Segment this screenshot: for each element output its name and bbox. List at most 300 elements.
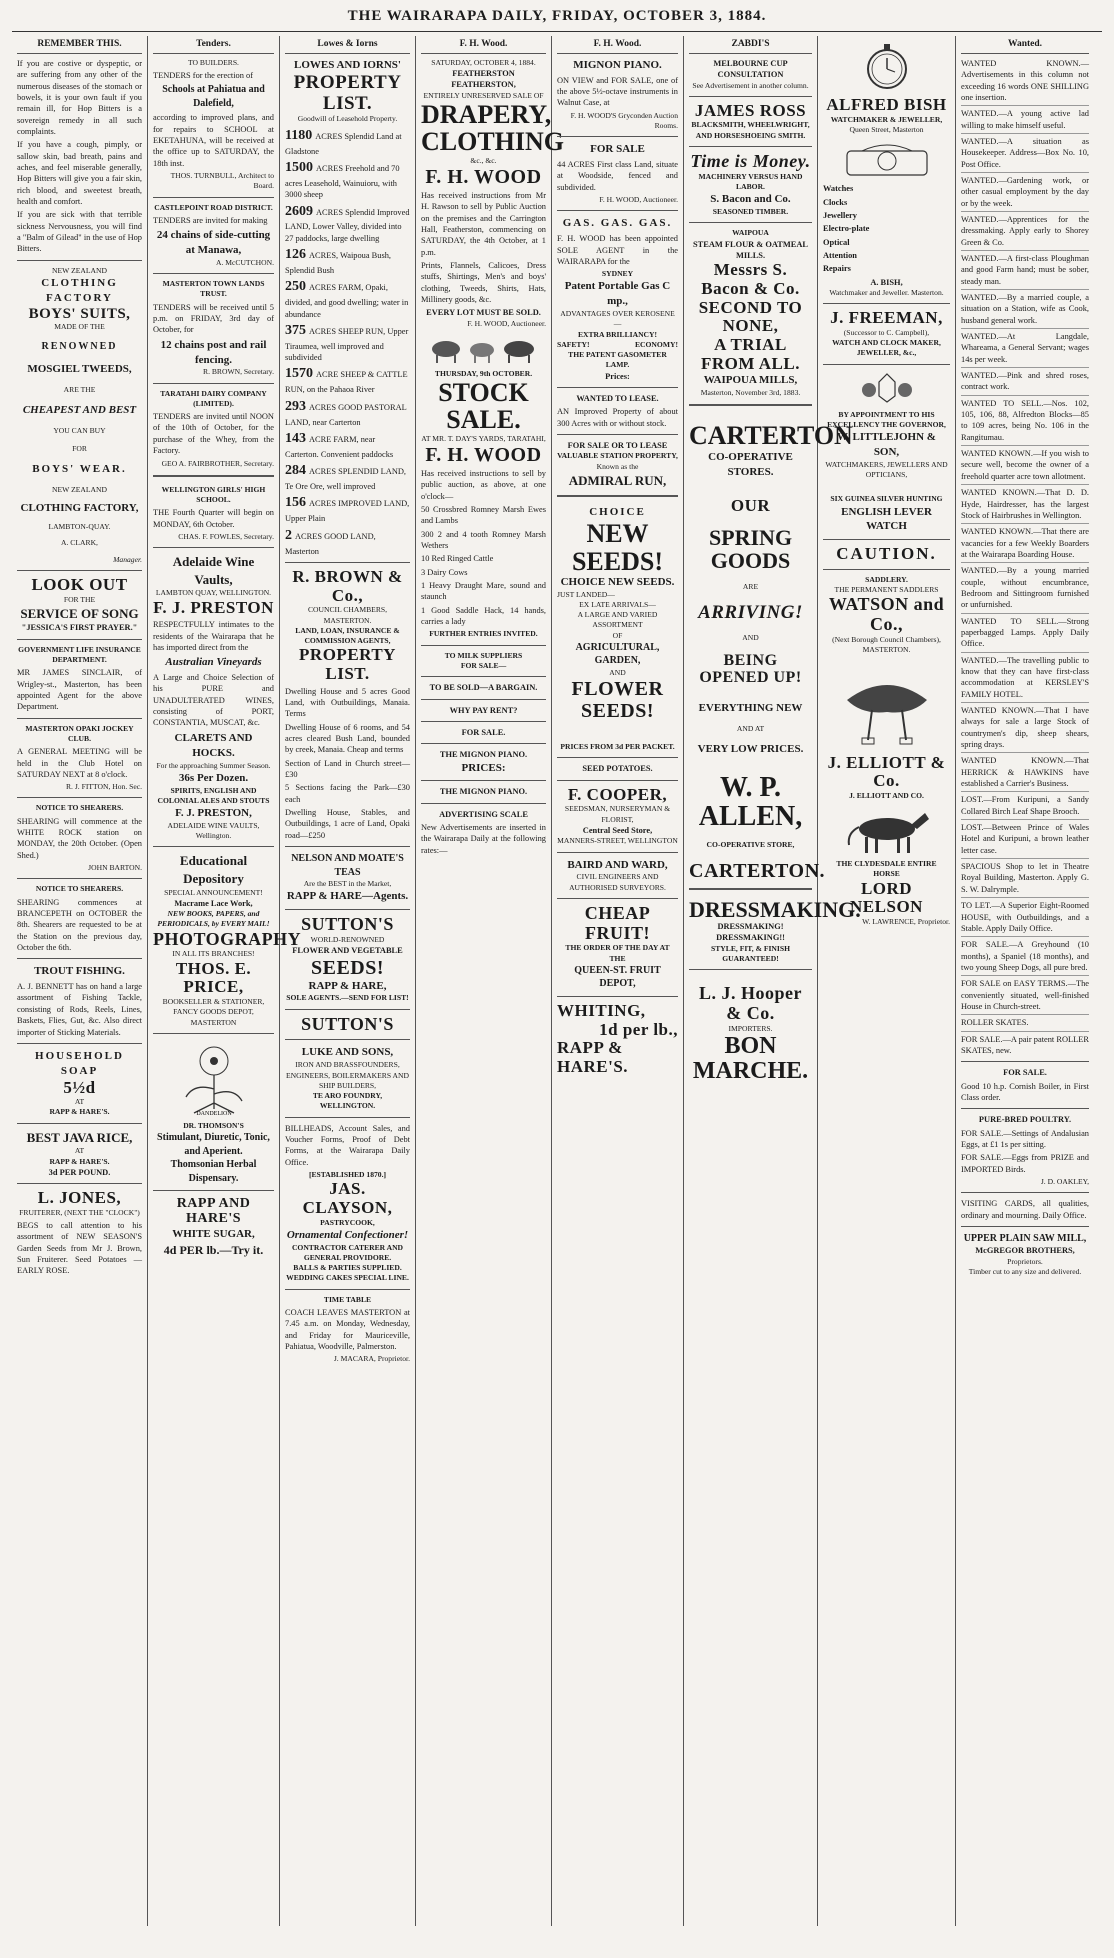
java-price: 3d PER POUND. [48, 1167, 111, 1177]
nelson-teas: NELSON AND MOATE'S TEAS [291, 853, 404, 878]
brilliancy: EXTRA BRILLIANCY! [577, 329, 658, 339]
wanted-ad: WANTED.—The travelling public to know that they can have first-class accommodation at KERSLEY'S FAMILY HOTEL. [961, 655, 1089, 703]
waipoua-mills: WAIPOUA MILLS, [703, 374, 798, 387]
column-head: F. H. Wood. [421, 38, 546, 54]
attention: Attention [823, 250, 857, 260]
property-acreage: 156 [285, 495, 306, 511]
cooper: F. COOPER, [567, 784, 668, 804]
whiting: WHITING, [557, 1000, 646, 1020]
low-prices: VERY LOW PRICES. [697, 743, 804, 756]
forsale-text: 44 ACRES First class Land, situate at Woodside, fenced and subdivided. [557, 160, 678, 192]
masthead: THE WAIRARAPA DAILY, FRIDAY, OCTOBER 3, 1884. [12, 8, 1102, 32]
brown-sub: LAND, LOAN, INSURANCE & COMMISSION AGENTS, [295, 625, 400, 645]
preston-2-addr: ADELAIDE WINE VAULTS, Wellington. [167, 820, 260, 841]
nelson-sig: W. LAWRENCE, Proprietor. [862, 917, 950, 927]
property-desc: ACRES SPLENDID LAND, Te Ore Ore, well improved [285, 467, 407, 492]
upper-plain: UPPER PLAIN SAW MILL, [963, 1232, 1087, 1244]
photography: PHOTOGRAPHY [153, 928, 302, 949]
wedding: WEDDING CAKES SPECIAL LINE. [286, 1273, 409, 1283]
vineyards-text: A Large and Choice Selection of his PURE and UNADULTERATED WINES, consisting of PORT, CONSTANTIA, MUSCAT, &c. [153, 673, 274, 728]
to-builders: TO BUILDERS. [188, 57, 239, 67]
cheap-fruit: CHEAP FRUIT! [584, 902, 651, 943]
column-3 [280, 36, 416, 1926]
billheads: BILLHEADS, Account Sales, and Voucher Forms, Proof of Debt Forms, at the Wairarapa Daily Office. [285, 1123, 410, 1167]
jones-addr: FRUITERER, (NEXT THE "CLOCK") [19, 1207, 140, 1217]
photo-sub: IN ALL ITS BRANCHES! [172, 949, 255, 959]
shearers-notice-2: NOTICE TO SHEARERS. [35, 884, 124, 894]
saddle-illustration [832, 660, 942, 750]
saddlery: SADDLERY. [865, 574, 908, 584]
royal-arms-icon [857, 370, 917, 406]
bacon: S. Bacon and Co. [710, 193, 791, 206]
flower-vegetable: FLOWER AND VEGETABLE [292, 946, 403, 956]
jockey-text: A GENERAL MEETING will be held in the Club Hotel on SATURDAY NEXT at 8 o'clock. [17, 747, 142, 779]
property-desc: ACRES IMPROVED LAND, Upper Plain [285, 499, 410, 524]
manager: Manager. [113, 554, 142, 564]
second-to-none: SECOND TO NONE, [698, 297, 803, 336]
electro-plate: Electro-plate [823, 224, 870, 234]
elliott: J. ELLIOTT & Co. [827, 752, 946, 791]
property-row [285, 127, 410, 157]
jones-name: L. JONES, [37, 1188, 122, 1208]
plist2-item: Dwelling House and 5 acres Good Land, with Outbuildings, Manaia. Terms [285, 686, 410, 719]
mignon-text: ON VIEW and FOR SALE, one of the above 5½-octave instruments in Walnut Case, at [557, 75, 678, 108]
adelaide-addr: LAMBTON QUAY, WELLINGTON. [155, 588, 272, 598]
property-row [285, 203, 410, 245]
unreserved: ENTIRELY UNRESERVED SALE OF [423, 90, 544, 100]
wanted-ad: WANTED KNOWN.—That there are vacancies for a few Weekly Boarders at the Wairarapa Boarding House. [961, 526, 1089, 563]
forsale-sig: F. H. WOOD, Auctioneer. [599, 195, 678, 205]
shearers-notice: NOTICE TO SHEARERS. [35, 803, 124, 813]
repairs: Repairs [823, 264, 851, 274]
dr-thomson: DR. THOMSON'S [183, 1120, 244, 1130]
queen-st: QUEEN-ST. FRUIT DEPOT, [574, 964, 661, 990]
coach-sig: J. MACARA, Proprietor. [333, 1354, 410, 1364]
spring-goods: SPRING GOODS [708, 525, 793, 574]
property-desc: ACRE FARM, near Carterton. Convenient paddocks [285, 434, 394, 459]
property-acreage: 1570 [285, 366, 313, 382]
freeman: J. FREEMAN, [830, 308, 943, 328]
watson-sub: (Next Borough Council Chambers), MASTERTON. [832, 635, 941, 655]
mcgregor: McGREGOR BROTHERS, [975, 1246, 1075, 1256]
everything-new: EVERYTHING NEW [698, 701, 803, 714]
column-head: Tenders. [153, 38, 274, 54]
alfred-bish: ALFRED BISH [826, 95, 947, 114]
baird-sub: CIVIL ENGINEERS AND AUTHORISED SURVEYORS. [569, 872, 666, 892]
carterton: CARTERTON [689, 421, 853, 451]
property-row [285, 398, 410, 428]
stock-sale: STOCK SALE. [438, 378, 529, 435]
stock-item: 300 2 and 4 tooth Romney Marsh Wethers [421, 529, 546, 551]
dandelion-label: DANDELION [195, 1110, 232, 1117]
sole-agents: SOLE AGENTS.—SEND FOR LIST! [286, 993, 409, 1003]
gas-text: F. H. WOOD has been appointed SOLE AGENT in the WAIRARAPA for the [557, 234, 678, 266]
bish-sub: WATCHMAKER & JEWELLER, [830, 114, 943, 124]
livestock-illustration [424, 333, 544, 365]
six-guinea: SIX GUINEA SILVER HUNTING [830, 494, 943, 504]
timber: Timber cut to any size and delivered. [968, 1267, 1082, 1277]
govt-text: MR JAMES SINCLAIR, of Wrigley-st., Masterton, has been appointed Agent for the above Department. [17, 668, 142, 712]
are: ARE [742, 582, 759, 592]
contractor: CONTRACTOR CATERER AND GENERAL PROVIDORE. [291, 1242, 404, 1262]
wanted-ad: WANTED.—Pink and shred roses, contract work. [961, 370, 1089, 396]
boiler-text: Good 10 h.p. Cornish Boiler, in First Class order. [961, 1081, 1089, 1102]
tender-4: TENDERS are invited until NOON of the 10th of October, for the purchase of the Whey, from the Factory. [153, 412, 274, 456]
bon-marche: BON MARCHE. [692, 1033, 809, 1085]
our: OUR [730, 496, 771, 516]
new-seeds: NEW SEEDS! [571, 519, 664, 576]
column-7 [818, 36, 956, 1926]
property-row [285, 278, 410, 320]
cooper-sub: SEEDSMAN, NURSERYMAN & FLORIST, [564, 804, 671, 824]
town-lands: MASTERTON TOWN LANDS TRUST. [162, 279, 265, 299]
column-8 [956, 36, 1094, 1926]
clocks: Clocks [823, 197, 848, 207]
and: AND [609, 667, 626, 677]
property-list-2: PROPERTY LIST. [299, 645, 396, 683]
columns [12, 36, 1102, 1926]
household-soap: HOUSEHOLD SOAP [35, 1049, 124, 1077]
lowes-title: LOWES AND IORNS' [294, 58, 401, 71]
wanted-ad: WANTED.—A young active lad willing to make himself useful. [961, 108, 1089, 134]
prices: PRICES: [461, 761, 506, 774]
property-row [285, 159, 410, 201]
nz-heading: NEW ZEALAND [52, 265, 107, 275]
wanted-ad: WANTED KNOWN.—That I have always for sale a large Stock of countrymen's dip, sheep shears, spring drays. [961, 705, 1089, 753]
thos-price: THOS. E. PRICE, [175, 958, 252, 997]
property-row [285, 322, 410, 364]
advertising-text: New Advertisements are inserted in the Wairarapa Daily at the following rates:— [421, 823, 546, 855]
for-the: FOR THE [63, 594, 96, 604]
for: FOR [72, 444, 87, 454]
chains: 24 chains of side-cutting at Manawa, [156, 229, 271, 257]
time-table: TIME TABLE [323, 1294, 372, 1304]
wanted-ad: LOST.—From Kuripuni, a Sandy Collared Birch Leaf Shape Brooch. [961, 794, 1089, 820]
jockey-club: MASTERTON OPAKI JOCKEY CLUB. [25, 723, 134, 743]
property-acreage: 143 [285, 430, 306, 446]
admiral-run: ADMIRAL RUN, [568, 472, 667, 488]
property-acreage: 1180 [285, 127, 313, 143]
plist2-item: 5 Sections facing the Park—£30 each [285, 783, 410, 804]
waipoua-date: Masterton, November 3rd, 1883. [700, 388, 801, 398]
preston: F. J. PRESTON [153, 597, 274, 617]
style-fit: STYLE, FIT, & FINISH GUARANTEED! [711, 943, 790, 963]
column-4 [416, 36, 565, 1926]
stock-item: 1 Heavy Draught Mare, sound and staunch [421, 581, 546, 602]
suttons-2: SUTTON'S [301, 1013, 394, 1034]
look-out: LOOK OUT [31, 574, 128, 594]
milk-suppliers: TO MILK SUPPLIERS [444, 650, 523, 660]
bish-addr: Queen Street, Masterton [849, 124, 924, 134]
suttons: SUTTON'S [301, 914, 394, 935]
advertising-scale: ADVERTISING SCALE [439, 809, 528, 819]
every-lot: EVERY LOT MUST BE SOLD. [426, 308, 541, 318]
dressmaking-2: DRESSMAKING! [717, 921, 784, 931]
lambton: LAMBTON-QUAY. [48, 522, 111, 532]
java-rice: BEST JAVA RICE, [26, 1129, 133, 1145]
sale-date: SATURDAY, OCTOBER 4, 1884. [431, 57, 536, 67]
cheapest: CHEAPEST AND BEST [22, 403, 137, 416]
soap-at: AT [74, 1097, 85, 1107]
wanted-ad: WANTED.—By a married couple, a situation on a Station, wife as Cook, husband general work. [961, 292, 1089, 329]
wood-text: Has received instructions from Mr H. Rawson to sell by Public Auction on the premises and the Carrington Hall, Featherston, commencing on SATURDAY, the 4th October, at 1 p.m. [421, 190, 546, 257]
property-acreage: 250 [285, 279, 306, 295]
waipoua: WAIPOUA [732, 228, 769, 238]
rapp-hare: RAPP AND HARE'S [176, 1196, 251, 1227]
plist2-item: Section of Land in Church street—£30 [285, 758, 410, 780]
wanted-ad: LOST.—Between Prince of Wales Hotel and Kuripuni, a brown leather letter case. [961, 822, 1089, 859]
melbourne-cup: MELBOURNE CUP CONSULTATION [713, 58, 788, 80]
tender-3: TENDERS will be received until 5 p.m. on FRIDAY, 3rd day of October, for [153, 302, 274, 335]
late-arrivals: EX LATE ARRIVALS— [579, 599, 656, 609]
known-as: Known as the [596, 461, 639, 471]
luke-sub: IRON AND BRASSFOUNDERS, ENGINEERS, BOILERMAKERS AND SHIP BUILDERS, [286, 1060, 409, 1090]
confectioner: Ornamental Confectioner! [286, 1228, 409, 1241]
elliott-sig: J. ELLIOTT AND CO. [849, 790, 924, 800]
jeweller: JEWELLER, &c., [856, 348, 917, 358]
stock-item: 3 Dairy Cows [421, 567, 468, 577]
per-lb: 1d per lb., [599, 1019, 678, 1039]
property-list: PROPERTY LIST. [293, 71, 402, 114]
te-aro: TE ARO FOUNDRY, WELLINGTON. [312, 1091, 383, 1111]
cooper-addr: MANNERS-STREET, WELLINGTON [557, 836, 678, 846]
clayson: JAS. CLAYSON, [302, 1179, 393, 1217]
wanted-ad: WANTED TO SELL.—Nos. 102, 105, 106, 88, Alfredton Blocks—85 to 109 acres, being No. 106 in the Rangitumau. [961, 398, 1089, 446]
java-at: AT [74, 1146, 85, 1156]
trial: A TRIAL FROM ALL. [701, 335, 800, 373]
property-desc: ACRES Splendid Improved LAND, Lower Valley, divided into 27 paddocks, large dwelling [285, 207, 410, 243]
opened-up: BEING OPENED UP! [699, 651, 802, 687]
littlejohn-sub: WATCHMAKERS, JEWELLERS AND OPTICIANS, [825, 459, 948, 480]
rapp-hare: RAPP & HARE, [308, 979, 387, 992]
shearers-text-2: SHEARING commences at BRANCEPETH on OCTOBER the 8th. Shearers are requested to be at the Station on the previous day, October the 6th. [17, 897, 142, 952]
luke-sons: LUKE AND SONS, [301, 1046, 394, 1059]
economy: ECONOMY! [634, 339, 678, 349]
dressmaking-3: DRESSMAKING!! [716, 933, 785, 943]
spirits: SPIRITS, ENGLISH AND COLONIAL ALES AND STOUTS [157, 785, 270, 805]
wanted-ad: WANTED.—At Langdale, Whareama, a General Servant; wages 14s per week. [961, 331, 1089, 368]
column-1 [12, 36, 148, 1926]
nelson-agents: RAPP & HARE—Agents. [286, 890, 409, 903]
clock-illustration [842, 139, 932, 179]
by-appointment: BY APPOINTMENT TO HIS EXCELLENCY THE GOVERNOR, [827, 409, 946, 429]
you-can-buy: YOU CAN BUY [53, 425, 106, 435]
price-sub: BOOKSELLER & STATIONER, FANCY GOODS DEPOT, MASTERTON [162, 997, 265, 1027]
property-acreage: 2 [285, 527, 292, 543]
educational-depository: Educational Depository [179, 853, 248, 886]
girls-text: THE Fourth Quarter will begin on MONDAY, 6th October. [153, 508, 274, 529]
seeds: SEEDS! [310, 956, 385, 979]
property-desc: ACRES Freehold and 70 acres Leasehold, Wainuioru, with 3000 sheep [285, 163, 400, 200]
chains-2: 12 chains post and rail fencing. [160, 338, 267, 366]
property-desc: ACRES, Waipoua Bush, Splendid Bush [285, 251, 391, 275]
wanted-ad: FOR SALE on EASY TERMS.—The conveniently situated, well-finished House in Church-street. [961, 978, 1089, 1015]
arriving: ARRIVING! [698, 601, 803, 623]
property-row [285, 494, 410, 524]
property-acreage: 293 [285, 398, 306, 414]
wanted-list [961, 58, 1089, 1032]
messrs-bacon: Messrs S. Bacon & Co. [701, 260, 800, 298]
wp-allen: W. P. ALLEN, [698, 771, 803, 833]
for-sale: FOR SALE. [1003, 1068, 1047, 1078]
horse-illustration [837, 805, 937, 855]
column-head: Wanted. [961, 38, 1089, 54]
column-head: REMEMBER THIS. [17, 38, 142, 54]
adelaide: Adelaide Wine Vaults, [172, 554, 255, 587]
property-acreage: 126 [285, 247, 306, 263]
jewellery: Jewellery [823, 210, 857, 220]
castlepoint: CASTLEPOINT ROAD DISTRICT. [154, 202, 273, 212]
property-acreage: 375 [285, 322, 306, 338]
pure-bred: PURE-BRED POULTRY. [978, 1115, 1072, 1125]
property-row [285, 462, 410, 492]
drapery: DRAPERY, [421, 100, 552, 129]
plist2-item: Dwelling House of 6 rooms, and 54 acres cleared Bush Land, bounded by creek, Manaia. Cheap and terms [285, 722, 410, 755]
wanted-ad: WANTED TO SELL.—Strong paperbagged Lamps. Apply Daily Office. [961, 616, 1089, 653]
for-sale-2: FOR SALE. [461, 727, 506, 737]
service-of-song: SERVICE OF SONG [20, 605, 139, 621]
allen-sub: CO-OPERATIVE STORE, [706, 839, 795, 849]
why-pay-rent: WHY PAY RENT? [449, 705, 518, 715]
flower-seeds: FLOWER SEEDS! [571, 678, 664, 723]
carterton-2: CARTERTON. [689, 859, 826, 882]
taratahi: TARATAHI DAIRY COMPANY (LIMITED). [160, 388, 267, 408]
tender-2-sig: A. McCUTCHON. [215, 257, 274, 267]
lever-watch: ENGLISH LEVER WATCH [841, 505, 932, 533]
mignon-piano: MIGNON PIANO. [573, 58, 662, 71]
lamp-prices: Prices: [605, 371, 630, 381]
property-row [285, 365, 410, 395]
property-acreage: 2609 [285, 203, 313, 219]
wanted-ad: WANTED.—Apprentices for the dressmaking. Apply early to Shorey Green & Co. [961, 214, 1089, 251]
hooper: L. J. Hooper & Co. [699, 983, 802, 1023]
new-books: NEW BOOKS, PAPERS, and PERIODICALS, by EVERY MAIL! [157, 909, 270, 929]
special-announcement: SPECIAL ANNOUNCEMENT! [164, 887, 263, 897]
mignon-piano: THE MIGNON PIANO. [439, 750, 528, 760]
suttons-sub: WORLD-RENOWNED [310, 934, 385, 944]
shearers-sig: JOHN BARTON. [88, 863, 142, 873]
wanted-ad: SPACIOUS Shop to let in Theatre Royal Building, Masterton. Apply G. S. W. Dalrymple. [961, 861, 1089, 898]
wanted-ad: TO LET.—A Superior Eight-Roomed HOUSE, with Outbuildings, and a Stable. Apply Daily Office. [961, 900, 1089, 937]
remember-para: If you are costive or dyspeptic, or are suffering from any other of the numerous diseases of the stomach or bowels, it is your own fault if you remain ill, for Hop Bitters is a sovereign remedy in all such complaints. [17, 58, 142, 136]
seasoned: SEASONED TIMBER. [712, 207, 789, 217]
dandelion-plant-illustration [164, 1039, 264, 1117]
clydesdale: THE CLYDESDALE ENTIRE HORSE [836, 859, 937, 879]
jessica: "JESSICA'S FIRST PRAYER." [21, 623, 138, 633]
shearers-text: SHEARING will commence at the WHITE ROCK station on MONDAY, the 20th October. (Open Shed.) [17, 816, 142, 860]
soap-firm: RAPP & HARE'S. [49, 1107, 110, 1117]
gasometer: THE PATENT GASOMETER LAMP. [568, 350, 667, 370]
wanted-ad: WANTED KNOWN.—If you wish to secure well, become the owner of a freehold quarter acre town allotment. [961, 448, 1089, 485]
trout-fishing: TROUT FISHING. [34, 965, 125, 978]
watson: WATSON and Co., [828, 594, 945, 635]
order-of-day: THE ORDER OF THE DAY AT THE [565, 943, 670, 963]
plist2-item: Dwelling House, Stables, and Outbuildings, 1 acre of Land, Opaki road—£250 [285, 808, 410, 840]
boys-suits: BOYS' SUITS, [28, 305, 131, 322]
remember-para: If you are sick with that terrible sickness Nervousness, you will find a "Balm of Gilead" in the use of Hop Bitters. [17, 210, 142, 254]
agricultural: AGRICULTURAL, GARDEN, [575, 641, 660, 667]
wanted-ad: WANTED.—By a young married couple, without encumbrance, Bedroom and Sittingroom furnished or unfurnished. [961, 565, 1089, 613]
featherston: FEATHERSTON FEATHERSTON, [451, 69, 516, 90]
wanted-lease-text: AN Improved Property of about 300 Acres with or without stock. [557, 407, 678, 428]
just-landed: JUST LANDED— [557, 589, 615, 599]
white-sugar: WHITE SUGAR, [172, 1227, 255, 1240]
watch-clock-maker: WATCH AND CLOCK MAKER, [832, 338, 941, 348]
permanent-saddlers: THE PERMANENT SADDLERS [834, 585, 939, 595]
watches: Watches [823, 184, 854, 194]
wanted-ad: WANTED.—A first-class Ploughman and good Farm hand; must be sober, steady man. [961, 253, 1089, 290]
gas: GAS. GAS. GAS. [562, 217, 673, 230]
nelson-sub: Are the BEST in the Market, [303, 879, 392, 889]
are-the: ARE THE [63, 384, 96, 394]
clarets-sub: For the approaching Summer Season. [156, 760, 271, 770]
jones-text: BEGS to call attention to his assortment of NEW SEASON'S Garden Seeds from Mr J. Brown, Sun Fruiterer. Seed Potatoes — EARLY ROSE. [17, 1221, 142, 1276]
roller-skates: FOR SALE.—A pair patent ROLLER SKATES, new. [961, 1034, 1089, 1055]
vineyards: Australian Vineyards [165, 656, 262, 669]
proprietors: Proprietors. [1007, 1256, 1043, 1266]
importers: IMPORTERS. [728, 1023, 773, 1033]
stock-item: 50 Crossbred Romney Marsh Ewes and Lambs [421, 505, 546, 526]
property-row [285, 430, 410, 460]
and-at: AND AT [736, 723, 765, 733]
further-entries: FURTHER ENTRIES INVITED. [429, 629, 538, 639]
prices-from: PRICES FROM 3d PER PACKET. [560, 742, 675, 752]
bargain: TO BE SOLD—A BARGAIN. [429, 683, 538, 693]
bish-sig-2: Watchmaker and Jeweller. Masterton. [829, 287, 944, 297]
tender-3-sig: R. BROWN, Secretary. [203, 367, 274, 377]
clark: A. CLARK, [61, 538, 98, 548]
kerosene: ADVANTAGES OVER KEROSENE— [560, 309, 675, 329]
boys-wear: BOYS' WEAR. [32, 463, 127, 476]
wanted-ad: WANTED KNOWN.—That D. D. Hyde, Hairdresser, has the largest Stock of Hairbrushes in Wellington. [961, 487, 1089, 524]
stock-item: 1 Good Saddle Hack, 14 hands, carries a lady [421, 605, 546, 627]
tender-1: TENDERS for the erection of [153, 71, 254, 81]
and: AND [742, 633, 759, 643]
visiting-cards: VISITING CARDS, all qualities, ordinary and mourning. Daily Office. [961, 1199, 1089, 1220]
coop-stores: CO-OPERATIVE STORES. [708, 450, 793, 478]
remember-para: If you have a cough, pimply, or sallow skin, bad breath, pains and aches, and feel miserable generally, Hop Bitters will give you a fair skin, rich blood, and sweetest breath, health and comfort. [17, 140, 142, 206]
mignon-sig: F. H. WOOD'S Gryconden Auction Rooms. [570, 110, 678, 130]
wood-list: Prints, Flannels, Calicoes, Dress stuffs, Shirtings, Men's and boys' clothing, Tweeds, Shirts, Hats, Millinery goods, &c. [421, 260, 546, 304]
of: OF [612, 630, 623, 640]
pastrycook: PASTRYCOOK, [320, 1217, 375, 1227]
wood2-text: Has received instructions to sell by public auction, as above, at one o'clock— [421, 468, 546, 501]
seed-potatoes: SEED POTATOES. [582, 764, 653, 774]
column-head: Lowes & Iorns [285, 38, 410, 54]
bish-sig: A. BISH, [870, 277, 903, 287]
wanted-ad: ROLLER SKATES. [961, 1017, 1089, 1031]
clothing-factory-2: CLOTHING FACTORY, [20, 502, 139, 515]
nz-heading-2: NEW ZEALAND [52, 485, 107, 495]
mignon-piano-2: THE MIGNON PIANO. [439, 787, 528, 797]
property-acreage: 1500 [285, 159, 313, 175]
fh-wood: F. H. WOOD [425, 165, 542, 188]
sugar-price: 4d PER lb.—Try it. [163, 1242, 264, 1257]
valuable: VALUABLE STATION PROPERTY, [557, 451, 678, 461]
tender-2: TENDERS are invited for making [153, 215, 268, 225]
balls: BALLS & PARTIES SUPPLIED. [293, 1263, 402, 1273]
property-row [285, 246, 410, 276]
littlejohn: W. LITTLEJOHN & SON, [837, 431, 936, 458]
steam-mills: STEAM FLOUR & OATMEAL MILLS. [692, 239, 808, 260]
jockey-sig: R. J. FITTON, Hon. Sec. [65, 782, 142, 792]
mosgiel: MOSGIEL TWEEDS, [27, 362, 132, 375]
clothing: CLOTHING [421, 127, 565, 157]
hens: FOR SALE.—Eggs from PRIZE and IMPORTED Birds. [961, 1153, 1089, 1174]
clarets-price: 36s Per Dozen. [178, 771, 249, 784]
for-sale: FOR SALE [590, 143, 645, 156]
stock-item: 10 Red Ringed Cattle [421, 554, 494, 564]
